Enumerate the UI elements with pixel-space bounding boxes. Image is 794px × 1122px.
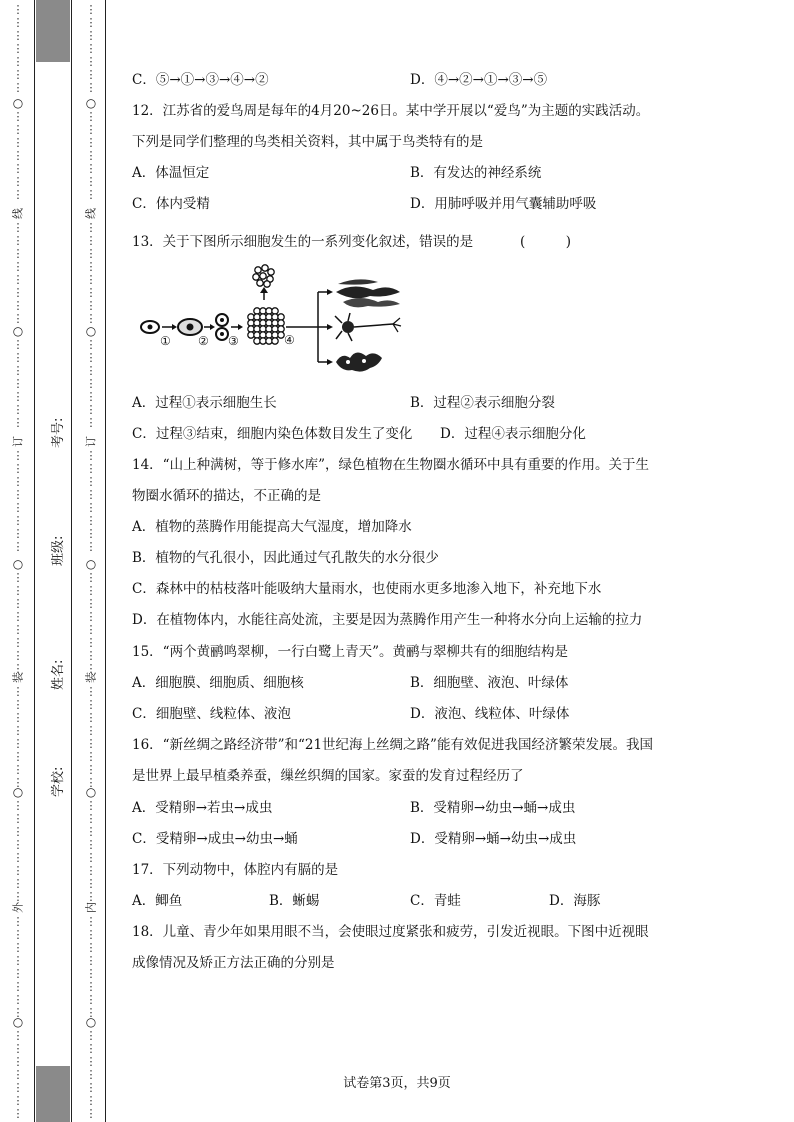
binding-dots: ⋮ xyxy=(85,299,97,312)
binding-dots: ⋮ xyxy=(85,877,97,890)
binding-dots: ⋮ xyxy=(12,980,24,993)
binding-dots: ⋮ xyxy=(85,571,97,584)
binding-dots: ⋮ xyxy=(12,286,24,299)
binding-dots: ⋮ xyxy=(12,188,24,201)
binding-dots: ⋮ xyxy=(85,1081,97,1094)
binding-dots: ⋮ xyxy=(12,799,24,812)
binding-grey-top xyxy=(36,0,70,62)
binding-dots: ⋮ xyxy=(85,540,97,553)
q16-option-d: D．受精卵→蛹→幼虫→成虫 xyxy=(410,831,577,847)
binding-dots: ⋮ xyxy=(12,1006,24,1019)
binding-dots: ⋮ xyxy=(85,737,97,750)
binding-dots: ⋮ xyxy=(85,527,97,540)
binding-dots: ⋮ xyxy=(12,649,24,662)
inner-binding-column xyxy=(84,0,98,1122)
binding-dots: ⋮ xyxy=(85,175,97,188)
binding-dots: ⋮ xyxy=(85,403,97,416)
binding-dots: ⋮ xyxy=(85,623,97,636)
binding-dots: ⋮ xyxy=(85,449,97,462)
binding-dots: ⋮ xyxy=(12,475,24,488)
q12-stem-line1: 12．江苏省的爱鸟周是每年的4月20~26日。某中学开展以“爱鸟”为主题的实践活动。 xyxy=(132,103,650,119)
q12-option-a: A．体温恒定 xyxy=(132,165,210,181)
q14-option-a: A．植物的蒸腾作用能提高大气湿度，增加降水 xyxy=(132,519,412,535)
binding-dots: ⋮ xyxy=(12,501,24,514)
binding-dots: ⋮ xyxy=(85,149,97,162)
q14-stem-line1: 14．“山上种满树，等于修水库”，绿色植物在生物圈水循环中具有重要的作用。关于生 xyxy=(132,457,649,473)
binding-dots: ⋮ xyxy=(85,488,97,501)
binding-dots: ⋮ xyxy=(85,364,97,377)
q14-option-b: B．植物的气孔很小，因此通过气孔散失的水分很少 xyxy=(132,550,439,566)
binding-dots: ⋮ xyxy=(85,838,97,851)
binding-mark: 装 xyxy=(84,672,98,683)
binding-dots: ⋮ xyxy=(85,416,97,429)
binding-dots: ⋮ xyxy=(12,838,24,851)
binding-mark: 外 xyxy=(11,902,25,913)
binding-dots: ⋮ xyxy=(85,377,97,390)
binding-dots: ⋮ xyxy=(12,571,24,584)
binding-dots: ⋮ xyxy=(12,390,24,403)
binding-dots: ⋮ xyxy=(12,967,24,980)
process-label-2: ② xyxy=(198,334,209,348)
binding-mark: 线 xyxy=(84,208,98,219)
binding-dots: ⋮ xyxy=(12,928,24,941)
binding-dots: ⋮ xyxy=(12,915,24,928)
cell-in-cluster xyxy=(257,280,263,286)
nerve-cell xyxy=(335,313,401,341)
q15-option-c: C．细胞壁、线粒体、液泡 xyxy=(132,706,291,722)
student-field-school: 学校: xyxy=(51,766,66,797)
binding-dots: ⋮ xyxy=(85,915,97,928)
binding-dots: ⋮ xyxy=(12,1094,24,1107)
binding-border-right xyxy=(71,0,72,1122)
binding-dots: ⋮ xyxy=(85,685,97,698)
page-footer: 试卷第3页，共9页 xyxy=(343,1076,451,1091)
binding-dots: ⋮ xyxy=(12,864,24,877)
binding-dots: ⋮ xyxy=(85,724,97,737)
q17-option-a: A．鲫鱼 xyxy=(132,893,183,909)
q14-option-d: D．在植物体内，水能往高处流，主要是因为蒸腾作用产生一种将水分向上运输的拉力 xyxy=(132,612,643,628)
binding-dots: ⋮ xyxy=(85,462,97,475)
binding-dots: ⋮ xyxy=(85,475,97,488)
q12-option-c: C．体内受精 xyxy=(132,196,210,212)
binding-dots: ⋮ xyxy=(85,1107,97,1120)
binding-dots: ⋮ xyxy=(85,698,97,711)
process-label-1: ① xyxy=(160,334,171,348)
binding-dots: ⋮ xyxy=(85,584,97,597)
binding-mark: 内 xyxy=(84,902,98,913)
binding-dots: ⋮ xyxy=(12,851,24,864)
binding-dots: ⋮ xyxy=(12,81,24,94)
q16-stem-line1: 16．“新丝绸之路经济带”和“21世纪海上丝绸之路”能有效促进我国经济繁荣发展。我国 xyxy=(132,737,653,753)
q18-stem-line2: 成像情况及矫正方法正确的分别是 xyxy=(132,955,335,971)
q16-stem-line2: 是世界上最早植桑养蚕，缫丝织绸的国家。家蚕的发育过程经历了 xyxy=(132,768,524,784)
binding-dots: ⋮ xyxy=(12,312,24,325)
binding-circle: ○ xyxy=(85,557,97,571)
q11-option-c: C．⑤→①→③→④→② xyxy=(132,72,269,88)
binding-dots: ⋮ xyxy=(85,967,97,980)
q13-stem: 13．关于下图所示细胞发生的一系列变化叙述，错误的是 xyxy=(132,234,474,250)
binding-dots: ⋮ xyxy=(12,299,24,312)
binding-dots: ⋮ xyxy=(85,928,97,941)
binding-dots: ⋮ xyxy=(12,68,24,81)
binding-circle: ○ xyxy=(85,1015,97,1029)
binding-dots: ⋮ xyxy=(85,273,97,286)
cell-development-figure xyxy=(138,262,408,380)
binding-circle: ○ xyxy=(12,557,24,571)
binding-dots: ⋮ xyxy=(85,260,97,273)
binding-dots: ⋮ xyxy=(12,175,24,188)
q13-option-a: A．过程①表示细胞生长 xyxy=(132,395,277,411)
q15-stem: 15．“两个黄鹂鸣翠柳，一行白鹭上青天”。黄鹂与翠柳共有的细胞结构是 xyxy=(132,644,568,660)
q17-stem: 17．下列动物中，体腔内有膈的是 xyxy=(132,862,339,878)
binding-dots: ⋮ xyxy=(12,623,24,636)
binding-dots: ⋮ xyxy=(12,610,24,623)
binding-dots: ⋮ xyxy=(12,527,24,540)
binding-dots: ⋮ xyxy=(12,110,24,123)
cell-in-cluster xyxy=(260,273,266,279)
q16-option-b: B．受精卵→幼虫→蛹→成虫 xyxy=(410,800,576,816)
binding-dots: ⋮ xyxy=(12,55,24,68)
student-field-class: 班级: xyxy=(51,535,66,566)
binding-dots: ⋮ xyxy=(12,540,24,553)
binding-dots: ⋮ xyxy=(85,29,97,42)
binding-dots: ⋮ xyxy=(12,724,24,737)
binding-dots: ⋮ xyxy=(12,993,24,1006)
binding-mark: 线 xyxy=(11,208,25,219)
binding-dots: ⋮ xyxy=(85,980,97,993)
q17-option-d: D．海豚 xyxy=(549,893,601,909)
cell-grown xyxy=(178,319,202,335)
binding-dots: ⋮ xyxy=(85,3,97,16)
binding-dots: ⋮ xyxy=(85,514,97,527)
binding-dots: ⋮ xyxy=(12,877,24,890)
binding-dots: ⋮ xyxy=(12,636,24,649)
q17-option-b: B．蜥蜴 xyxy=(269,893,320,909)
cell-in-cluster xyxy=(264,281,270,287)
q13-option-b: B．过程②表示细胞分裂 xyxy=(410,395,555,411)
cell-in-cluster xyxy=(262,265,268,271)
q12-stem-line2: 下列是同学们整理的鸟类相关资料，其中属于鸟类特有的是 xyxy=(132,134,483,150)
binding-dots: ⋮ xyxy=(12,737,24,750)
binding-dots: ⋮ xyxy=(12,1107,24,1120)
student-field-examno: 考号: xyxy=(51,417,66,448)
binding-dots: ⋮ xyxy=(12,776,24,789)
binding-dots: ⋮ xyxy=(85,136,97,149)
binding-dots: ⋮ xyxy=(12,351,24,364)
binding-dots: ⋮ xyxy=(12,812,24,825)
binding-dots: ⋮ xyxy=(12,136,24,149)
binding-circle: ○ xyxy=(85,96,97,110)
binding-dots: ⋮ xyxy=(12,662,24,675)
q14-option-c: C．森林中的枯枝落叶能吸纳大量雨水，也使雨水更多地渗入地下，补充地下水 xyxy=(132,581,602,597)
binding-dots: ⋮ xyxy=(12,234,24,247)
binding-dots: ⋮ xyxy=(12,488,24,501)
binding-circle: ○ xyxy=(85,324,97,338)
binding-dots: ⋮ xyxy=(12,1055,24,1068)
binding-dots: ⋮ xyxy=(85,42,97,55)
binding-dots: ⋮ xyxy=(12,29,24,42)
binding-dots: ⋮ xyxy=(12,462,24,475)
q15-option-d: D．液泡、线粒体、叶绿体 xyxy=(410,706,570,722)
binding-dots: ⋮ xyxy=(12,890,24,903)
binding-dots: ⋮ xyxy=(85,941,97,954)
q15-option-a: A．细胞膜、细胞质、细胞核 xyxy=(132,675,304,691)
binding-dots: ⋮ xyxy=(85,1068,97,1081)
binding-dots: ⋮ xyxy=(12,1068,24,1081)
binding-dots: ⋮ xyxy=(85,825,97,838)
cell-small xyxy=(141,321,159,333)
process-label-3: ③ xyxy=(228,334,239,348)
binding-dots: ⋮ xyxy=(12,162,24,175)
binding-dots: ⋮ xyxy=(12,149,24,162)
binding-dots: ⋮ xyxy=(12,750,24,763)
binding-dots: ⋮ xyxy=(85,55,97,68)
binding-dots: ⋮ xyxy=(85,636,97,649)
binding-dots: ⋮ xyxy=(85,286,97,299)
binding-dots: ⋮ xyxy=(12,1029,24,1042)
q12-option-d: D．用肺呼吸并用气囊辅助呼吸 xyxy=(410,196,597,212)
binding-dots: ⋮ xyxy=(85,247,97,260)
binding-border-left xyxy=(34,0,35,1122)
binding-dots: ⋮ xyxy=(85,597,97,610)
q13-answer-bracket: ( ) xyxy=(520,234,572,250)
binding-dots: ⋮ xyxy=(12,584,24,597)
content-border xyxy=(105,0,106,1122)
q11-option-d: D．④→②→①→③→⑤ xyxy=(410,72,548,88)
binding-dots: ⋮ xyxy=(85,610,97,623)
binding-dots: ⋮ xyxy=(85,890,97,903)
binding-dots: ⋮ xyxy=(85,81,97,94)
cells-divided xyxy=(216,314,228,340)
muscle-tissue xyxy=(336,279,400,307)
binding-dots: ⋮ xyxy=(12,16,24,29)
binding-mark: 装 xyxy=(11,672,25,683)
q17-option-c: C．青蛙 xyxy=(410,893,461,909)
binding-dots: ⋮ xyxy=(12,3,24,16)
binding-dots: ⋮ xyxy=(12,247,24,260)
binding-dots: ⋮ xyxy=(12,685,24,698)
binding-dots: ⋮ xyxy=(85,188,97,201)
binding-dots: ⋮ xyxy=(12,42,24,55)
binding-dots: ⋮ xyxy=(12,941,24,954)
cell-cluster-top xyxy=(253,265,274,287)
binding-dots: ⋮ xyxy=(85,68,97,81)
binding-dots: ⋮ xyxy=(85,110,97,123)
binding-dots: ⋮ xyxy=(85,351,97,364)
q18-stem-line1: 18．儿童、青少年如果用眼不当，会使眼过度紧张和疲劳，引发近视眼。下图中近视眼 xyxy=(132,924,649,940)
binding-dots: ⋮ xyxy=(85,763,97,776)
binding-mark: 订 xyxy=(84,436,98,447)
process-label-4: ④ xyxy=(284,333,295,347)
binding-dots: ⋮ xyxy=(12,825,24,838)
binding-dots: ⋮ xyxy=(85,1029,97,1042)
q14-stem-line2: 物圈水循环的描达，不正确的是 xyxy=(132,488,321,504)
binding-dots: ⋮ xyxy=(12,260,24,273)
binding-dots: ⋮ xyxy=(85,390,97,403)
binding-dots: ⋮ xyxy=(85,123,97,136)
student-field-name: 姓名: xyxy=(51,659,66,690)
q13-option-d: D．过程④表示细胞分化 xyxy=(440,426,586,442)
binding-circle: ○ xyxy=(12,324,24,338)
binding-dots: ⋮ xyxy=(85,234,97,247)
binding-dots: ⋮ xyxy=(12,403,24,416)
binding-dots: ⋮ xyxy=(85,1055,97,1068)
binding-dots: ⋮ xyxy=(85,711,97,724)
cell-mass xyxy=(248,308,284,344)
binding-circle: ○ xyxy=(12,785,24,799)
binding-circle: ○ xyxy=(85,785,97,799)
binding-dots: ⋮ xyxy=(85,993,97,1006)
binding-mark: 订 xyxy=(11,436,25,447)
cell-in-cluster xyxy=(268,269,274,275)
q16-option-a: A．受精卵→若虫→成虫 xyxy=(132,800,273,816)
binding-dots: ⋮ xyxy=(85,649,97,662)
binding-dots: ⋮ xyxy=(12,514,24,527)
binding-dots: ⋮ xyxy=(12,698,24,711)
binding-dots: ⋮ xyxy=(85,221,97,234)
binding-dots: ⋮ xyxy=(85,662,97,675)
q13-option-c: C．过程③结束，细胞内染色体数目发生了变化 xyxy=(132,426,413,442)
binding-dots: ⋮ xyxy=(85,799,97,812)
cell-in-mass xyxy=(272,338,278,344)
binding-dots: ⋮ xyxy=(12,597,24,610)
q12-option-b: B．有发达的神经系统 xyxy=(410,165,542,181)
binding-dots: ⋮ xyxy=(85,501,97,514)
binding-dots: ⋮ xyxy=(85,851,97,864)
binding-dots: ⋮ xyxy=(12,954,24,967)
binding-dots: ⋮ xyxy=(85,16,97,29)
binding-dots: ⋮ xyxy=(85,312,97,325)
binding-dots: ⋮ xyxy=(12,711,24,724)
binding-dots: ⋮ xyxy=(12,416,24,429)
binding-dots: ⋮ xyxy=(12,123,24,136)
cell-in-cluster xyxy=(253,274,259,280)
binding-dots: ⋮ xyxy=(85,954,97,967)
binding-dots: ⋮ xyxy=(85,750,97,763)
binding-dots: ⋮ xyxy=(12,763,24,776)
binding-circle: ○ xyxy=(12,1015,24,1029)
binding-dots: ⋮ xyxy=(12,1042,24,1055)
binding-dots: ⋮ xyxy=(85,812,97,825)
binding-dots: ⋮ xyxy=(12,338,24,351)
q15-option-b: B．细胞壁、液泡、叶绿体 xyxy=(410,675,569,691)
binding-dots: ⋮ xyxy=(85,864,97,877)
binding-dots: ⋮ xyxy=(85,776,97,789)
binding-dots: ⋮ xyxy=(85,1042,97,1055)
binding-dots: ⋮ xyxy=(12,364,24,377)
binding-dots: ⋮ xyxy=(85,162,97,175)
cell-in-cluster xyxy=(255,267,261,273)
epithelial-tissue xyxy=(336,352,382,371)
binding-circle: ○ xyxy=(12,96,24,110)
outer-binding-column xyxy=(11,0,25,1122)
binding-dots: ⋮ xyxy=(85,1094,97,1107)
binding-dots: ⋮ xyxy=(12,377,24,390)
binding-dots: ⋮ xyxy=(12,273,24,286)
binding-dots: ⋮ xyxy=(12,1081,24,1094)
binding-dots: ⋮ xyxy=(12,221,24,234)
q16-option-c: C．受精卵→成虫→幼虫→蛹 xyxy=(132,831,298,847)
binding-dots: ⋮ xyxy=(85,1006,97,1019)
binding-dots: ⋮ xyxy=(12,449,24,462)
binding-dots: ⋮ xyxy=(85,338,97,351)
